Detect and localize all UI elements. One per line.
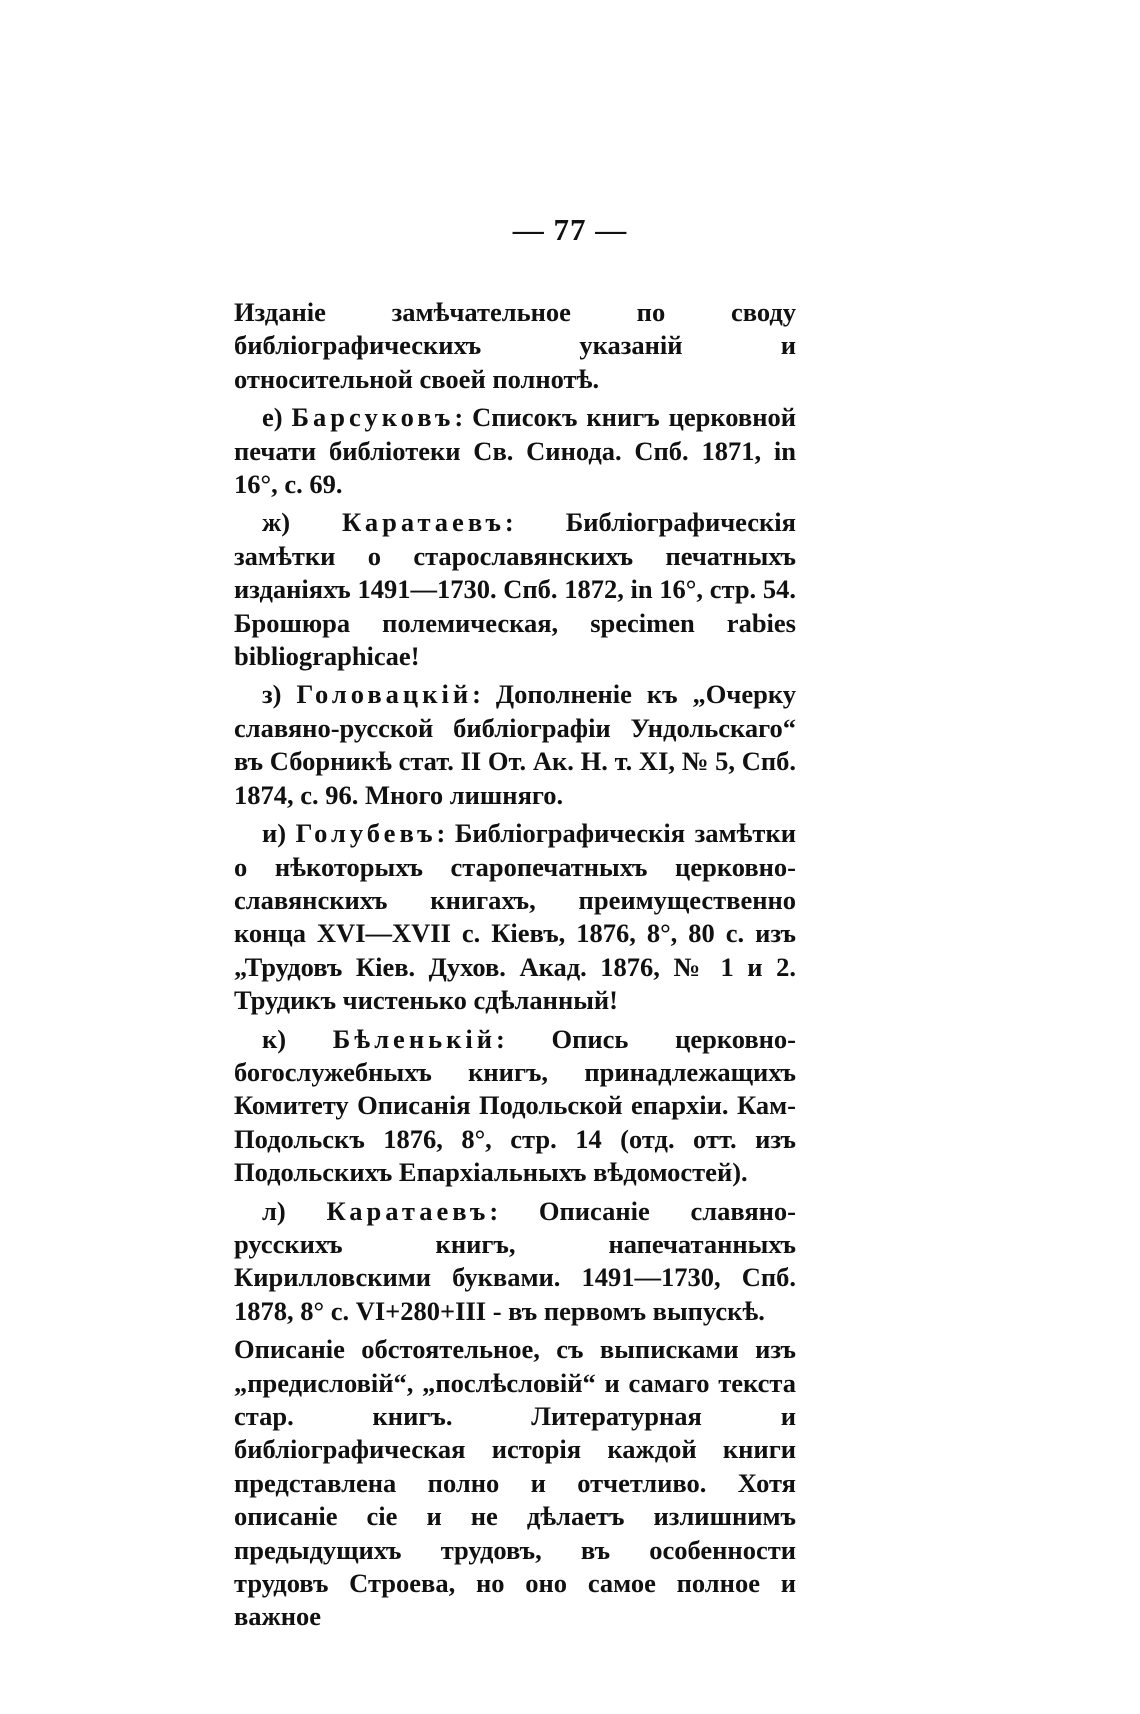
entry-marker: л)	[262, 1195, 286, 1226]
page-number: — 77 —	[512, 212, 628, 247]
entry-text: : Дополненіе къ „Очерку славяно-русской библіографіи Ундольскаго“ въ Сборникѣ стат. II От. Ак. Н. т. XI, № 5, Спб. 1874, с. 96. Много лишняго.	[234, 679, 797, 810]
body-text	[234, 296, 796, 1639]
entry-i	[234, 817, 796, 1017]
entry-author: Каратаевъ	[326, 1195, 490, 1226]
entry-text: : Описаніе славяно-русскихъ книгъ, напечатанныхъ Кирилловскими буквами. 1491—1730, Спб. 1878, 8° с. VI+280+III - въ первомъ выпускѣ.	[234, 1195, 796, 1326]
entry-text: : Опись церковно-богослужебныхъ книгъ, принадлежащихъ Комитету Описанія Подольской епархіи. Кам-Подольскъ 1876, 8°, стр. 14 (отд. отт. изъ Подольскихъ Епархіальныхъ вѣдомостей).	[234, 1023, 797, 1188]
entry-author: Барсуковъ	[291, 402, 455, 433]
entry-marker: ж)	[262, 507, 291, 538]
entry-marker: е)	[262, 402, 283, 433]
entry-marker: з)	[262, 679, 282, 710]
entry-k	[234, 1023, 796, 1190]
entry-text: : Библіографическія замѣтки о старославянскихъ печатныхъ изданіяхъ 1491—1730. Спб. 1872, in 16°, стр. 54. Брошюра полемическая, specimen rabies bibliographicae!	[234, 507, 796, 672]
entry-text: : Библіографическія замѣтки о нѣкоторыхъ старопечатныхъ церковно-славянскихъ книгахъ, преимущественно конца XVI—XVII с. Кіевъ, 1876, 8°, 80 с. изъ „Трудовъ Кіев. Духов. Акад. 1876, № 1 и 2. Трудикъ чистенько сдѣланный!	[234, 818, 796, 1016]
entry-text: : Списокъ книгъ церковной печати библіотеки Св. Синода. Спб. 1871, in 16°, с. 69.	[234, 402, 796, 500]
entry-author: Бѣленькій	[332, 1023, 496, 1054]
entry-author: Голубевъ	[295, 818, 437, 849]
entry-l	[234, 1195, 796, 1329]
paragraph-text: Описаніе обстоятельное, съ выписками изъ „предисловій“, „послѣсловій“ и самаго текста стар. книгъ. Литературная и библіографическая исторія каждой книги представлена полно и отчетливо. Хотя описаніе сіе и не дѣлаетъ излишнимъ предыдущихъ трудовъ, въ особенности трудовъ Строева, но оно самое полное и важное	[234, 1334, 796, 1632]
entry-marker: и)	[262, 818, 287, 849]
entry-e	[234, 401, 796, 501]
entry-author: Каратаевъ	[342, 507, 505, 538]
entry-zh	[234, 506, 796, 673]
entry-marker: к)	[262, 1023, 287, 1054]
paragraph-intro	[234, 296, 796, 396]
paragraph-text: Изданіе замѣчательное по своду библіографическихъ указаній и относительной своей полнотѣ.	[234, 297, 796, 394]
entry-z	[234, 678, 796, 812]
entry-author: Головацкій	[296, 679, 473, 710]
paragraph-commentary	[234, 1333, 796, 1634]
